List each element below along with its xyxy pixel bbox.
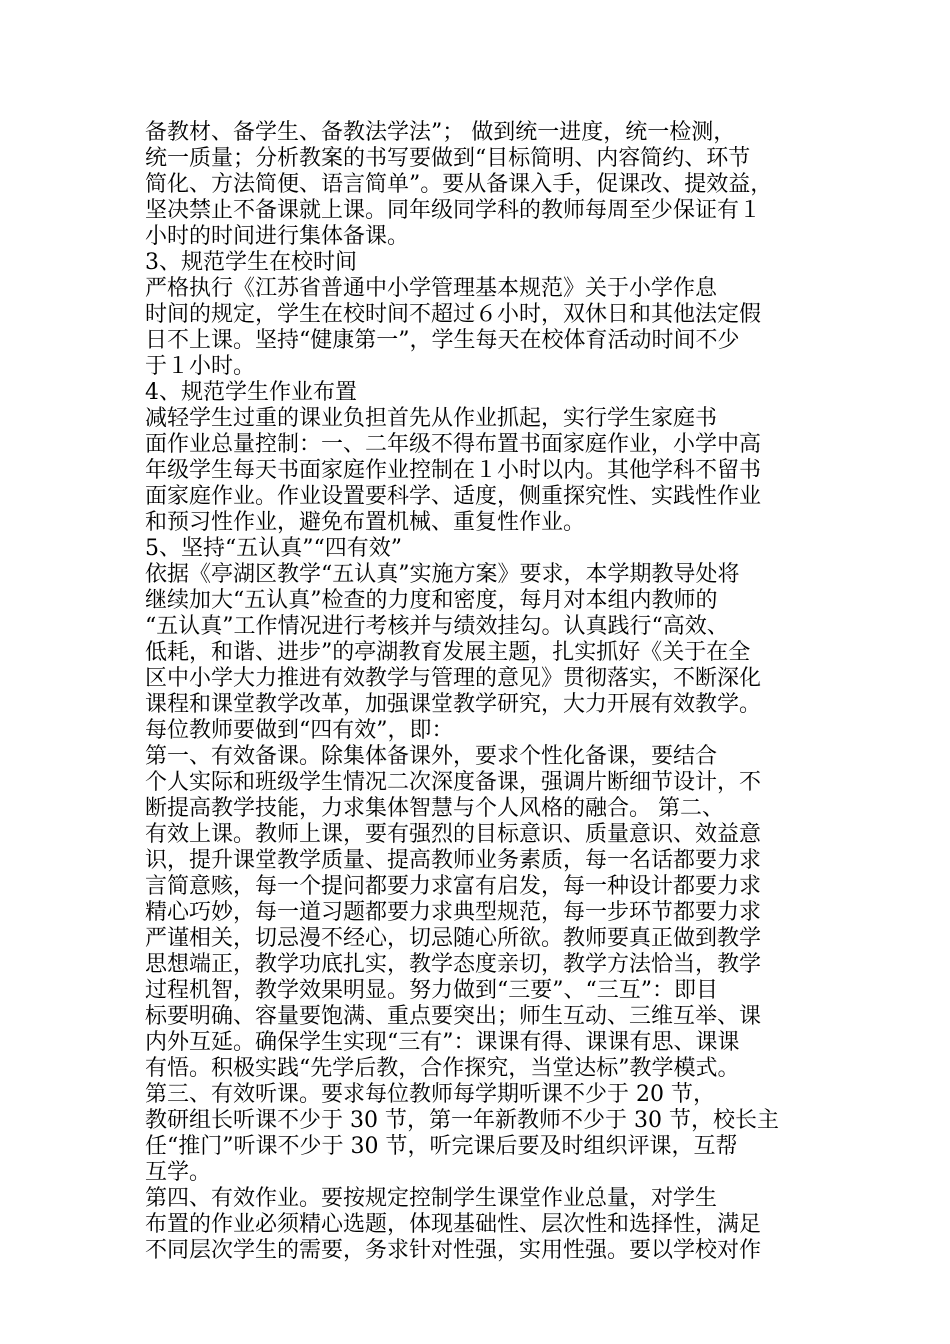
section-heading: 3、规范学生在校时间 bbox=[145, 250, 357, 275]
text-line: 年级学生每天书面家庭作业控制在１小时以内。其他学科不留书 bbox=[145, 458, 762, 483]
text-line: 严格执行《江苏省普通中小学管理基本规范》关于小学作息 bbox=[145, 276, 718, 301]
text-line: 个人实际和班级学生情况二次深度备课，强调片断细节设计，不 bbox=[145, 770, 762, 795]
text-line: 标要明确、容量要饱满、重点要突出；师生互动、三维互举、课 bbox=[145, 1004, 762, 1029]
text-line: 减轻学生过重的课业负担首先从作业抓起，实行学生家庭书 bbox=[145, 406, 718, 431]
text-line: 面家庭作业。作业设置要科学、适度，侧重探究性、实践性作业 bbox=[145, 484, 762, 509]
text-line: 精心巧妙，每一道习题都要力求典型规范，每一步环节都要力求 bbox=[145, 900, 762, 925]
text-line: 言简意赅，每一个提问都要力求富有启发，每一种设计都要力求 bbox=[145, 874, 762, 899]
text-line: 有效上课。教师上课，要有强烈的目标意识、质量意识、效益意 bbox=[145, 822, 762, 847]
text-line: 于１小时。 bbox=[145, 354, 256, 379]
text-line: 低耗，和谐、进步”的亭湖教育发展主题，扎实抓好《关于在全 bbox=[145, 640, 751, 665]
text-line: 小时的时间进行集体备课。 bbox=[145, 224, 410, 249]
text-line: 教研组长听课不少于 30 节，第一年新教师不少于 30 节，校长主 bbox=[145, 1108, 779, 1133]
text-line: 识，提升课堂教学质量、提高教师业务素质，每一名话都要力求 bbox=[145, 848, 762, 873]
text-line: 内外互延。确保学生实现“三有”：课课有得、课课有思、课课 bbox=[145, 1030, 740, 1055]
text-line: 严谨相关，切忌漫不经心，切忌随心所欲。教师要真正做到教学 bbox=[145, 926, 762, 951]
text-line: 不同层次学生的需要，务求针对性强，实用性强。要以学校对作 bbox=[145, 1238, 762, 1263]
text-line: 任“推门”听课不少于 30 节，听完课后要及时组织评课，互帮 bbox=[145, 1134, 738, 1159]
text-line: 继续加大“五认真”检查的力度和密度，每月对本组内教师的 bbox=[145, 588, 718, 613]
text-line: 过程机智，教学效果明显。努力做到“三要”、“三互”：即目 bbox=[145, 978, 718, 1003]
text-line: 和预习性作业，避免布置机械、重复性作业。 bbox=[145, 510, 586, 535]
section-heading: 5、坚持“五认真”“四有效” bbox=[145, 536, 402, 561]
text-line: 每位教师要做到“四有效”，即： bbox=[145, 718, 454, 743]
section-heading: 4、规范学生作业布置 bbox=[145, 380, 357, 405]
text-line: 思想端正，教学功底扎实，教学态度亲切，教学方法恰当，教学 bbox=[145, 952, 762, 977]
text-line: 依据《亭湖区教学“五认真”实施方案》要求，本学期教导处将 bbox=[145, 562, 740, 587]
text-line: 统一质量；分析教案的书写要做到“目标简明、内容简约、环节 bbox=[145, 146, 751, 171]
text-line: 坚决禁止不备课就上课。同年级同学科的教师每周至少保证有１ bbox=[145, 198, 762, 223]
text-line: 面作业总量控制：一、二年级不得布置书面家庭作业，小学中高 bbox=[145, 432, 762, 457]
text-line: 布置的作业必须精心选题，体现基础性、层次性和选择性，满足 bbox=[145, 1212, 762, 1237]
text-line: 备教材、备学生、备教法学法”； 做到统一进度，统一检测， bbox=[145, 120, 736, 145]
text-line: 有悟。积极实践“先学后教，合作探究，当堂达标”教学模式。 bbox=[145, 1056, 740, 1081]
text-line: 简化、方法简便、语言简单”。要从备课入手，促课改、提效益， bbox=[145, 172, 773, 197]
text-line: “五认真”工作情况进行考核并与绩效挂勾。认真践行“高效、 bbox=[145, 614, 729, 639]
text-line: 互学。 bbox=[145, 1160, 212, 1185]
text-line: 第三、有效听课。要求每位教师每学期听课不少于 20 节， bbox=[145, 1082, 715, 1107]
text-line: 第一、有效备课。除集体备课外，要求个性化备课，要结合 bbox=[145, 744, 718, 769]
text-line: 课程和课堂教学改革，加强课堂教学研究，大力开展有效教学。 bbox=[145, 692, 762, 717]
text-line: 区中小学大力推进有效教学与管理的意见》贯彻落实，不断深化 bbox=[145, 666, 762, 691]
text-line: 第四、有效作业。要按规定控制学生课堂作业总量，对学生 bbox=[145, 1186, 718, 1211]
text-line: 日不上课。坚持“健康第一”，学生每天在校体育活动时间不少 bbox=[145, 328, 740, 353]
text-line: 时间的规定，学生在校时间不超过６小时，双休日和其他法定假 bbox=[145, 302, 762, 327]
text-line: 断提高教学技能，力求集体智慧与个人风格的融合。 第二、 bbox=[145, 796, 724, 821]
